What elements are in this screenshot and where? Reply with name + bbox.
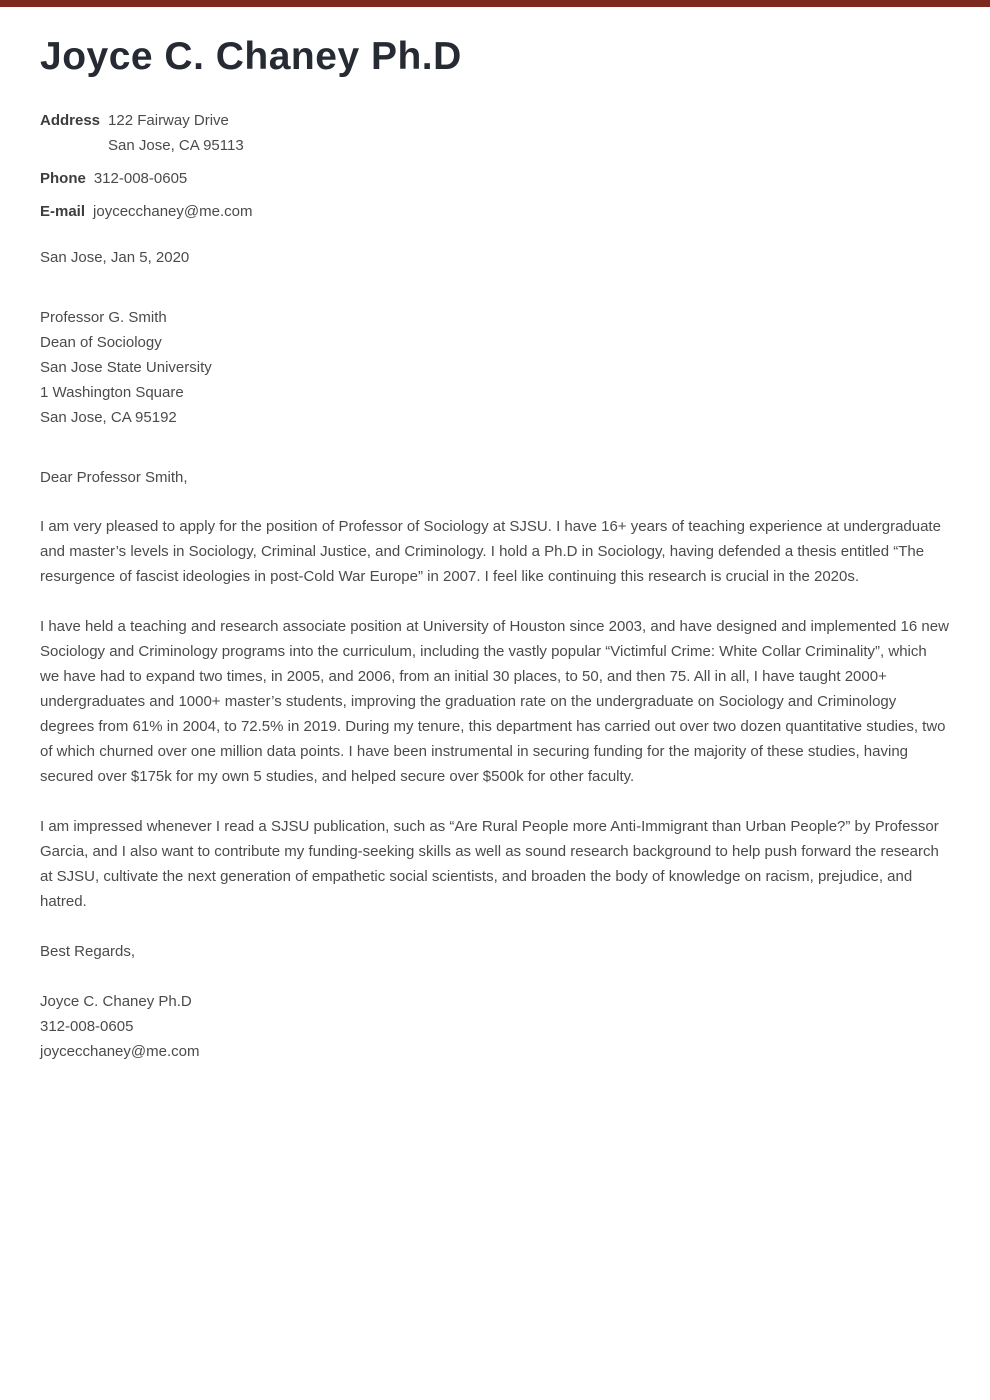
contact-row-email [40,199,950,224]
contact-block [40,108,950,224]
address-line-2: San Jose, CA 95113 [108,137,244,154]
signature-name: Joyce C. Chaney Ph.D [40,993,192,1010]
contact-row-phone [40,166,950,191]
paragraph-motivation: I am impressed whenever I read a SJSU publication, such as “Are Rural People more Anti-Immigrant than Urban People?” by Professor Garcia, and I also want to contribute my funding-seeking skills as well as sound research background to help push forward the research at SJSU, cultivate the next generation of empathetic social scientists, and broaden the body of knowledge on racism, prejudice, and hatred. [40,818,939,910]
recipient-block [40,305,950,430]
signature-block [40,989,950,1064]
signature-phone: 312-008-0605 [40,1018,134,1035]
phone-label: Phone [40,170,86,187]
recipient-city: San Jose, CA 95192 [40,409,177,426]
paragraph-intro: I am very pleased to apply for the position of Professor of Sociology at SJSU. I have 16+ years of teaching experience at undergraduate and master’s levels in Sociology, Criminal Justice, and Criminology. I hold a Ph.D in Sociology, having defended a thesis entitled “The resurgence of fascist ideologies in post-Cold War Europe” in 2007. I feel like continuing this research is crucial in the 2020s. [40,518,941,585]
address-value [108,108,244,158]
address-line-1: 122 Fairway Drive [108,112,229,129]
recipient-organization: San Jose State University [40,359,212,376]
email-value: joycecchaney@me.com [93,203,253,220]
recipient-street: 1 Washington Square [40,384,184,401]
top-accent-bar [0,0,990,7]
salutation: Dear Professor Smith, [40,469,188,486]
signature-email: joycecchaney@me.com [40,1043,200,1060]
closing: Best Regards, [40,943,136,960]
contact-row-address [40,108,950,158]
phone-value: 312-008-0605 [93,170,188,187]
paragraph-experience: I have held a teaching and research associate position at University of Houston since 2003, and have designed and implemented 16 new Sociology and Criminology programs into the curriculum, including the vastly popular “Victimful Crime: White Collar Criminality”, which we have had to expand two times, in 2005, and 2006, from an initial 30 places, to 50, and then 75. All in all, I have taught 2000+ undergraduates and 1000+ master’s students, improving the graduation rate on the undergraduate on Sociology and Criminology degrees from 61% in 2004, to 72.5% in 2019. During my tenure, this department has carried out over two dozen quantitative studies, two of which churned over one million data points. I have been instrumental in securing funding for the majority of these studies, having secured over $175k for my own 5 studies, and helped secure over $500k for other faculty. [40,618,949,785]
page-title: Joyce C. Chaney Ph.D [40,35,462,78]
address-label: Address [40,112,101,129]
recipient-name: Professor G. Smith [40,309,167,326]
recipient-role: Dean of Sociology [40,334,162,351]
date-line: San Jose, Jan 5, 2020 [40,249,190,266]
email-label: E-mail [40,203,86,220]
